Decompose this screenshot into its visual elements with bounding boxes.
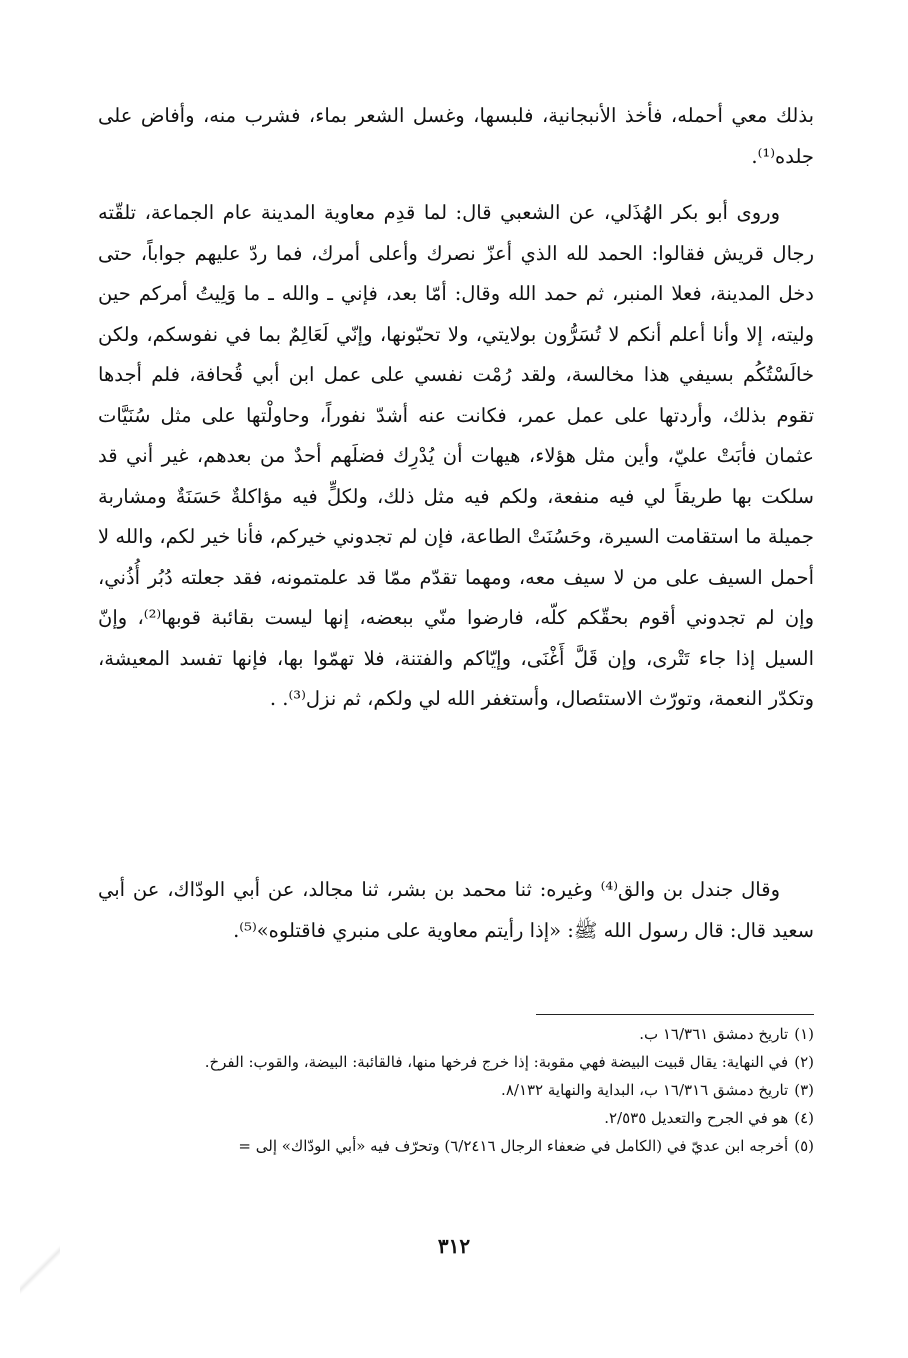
footnote	[98, 1132, 814, 1160]
body-paragraph: وروى أبو بكر الهُذَلي، عن الشعبي قال: لما قدِم معاوية المدينة عام الجماعة، تلقّته رجال قريش فقالوا: الحمد لله الذي أعزّ نصرك وأعلى أمرك، فما ردّ عليهم جواباً، حتى دخل المدينة، فعلا المنبر، ثم حمد الله وقال: أمّا بعد، فإني ـ والله ـ ما وَلِيتُ أمركم حين وليته، إلا وأنا أعلم أنكم لا تُسَرُّون بولايتي، ولا تحبّونها، وإنّي لَعَالِمٌ بما في نفوسكم، ولكن خالَسْتُكُم بسيفي هذا مخالسة، ولقد رُمْت نفسي على عمل ابن أبي قُحافة، فلم أجدها تقوم بذلك، وأردتها على عمل عمر، فكانت عنه أشدّ نفوراً، وحاولْتها على مثل سُنَيَّات عثمان فأبَتْ عليّ، وأين مثل هؤلاء، هيهات أن يُدْرِك فضلَهم أحدٌ من بعدهم، غير أني قد سلكت بها طريقاً لي فيه منفعة، ولكم فيه مثل ذلك، ولكلٍّ فيه مؤاكلةٌ حَسَنَةٌ ومشاربة جميلة ما استقامت السيرة، وحَسُنَتْ الطاعة، فإن لم تجدوني خيركم، فأنا خير لكم، والله لا أحمل السيف على من لا سيف معه، ومهما تقدّم ممّا قد علمتمونه، فقد جعلته دُبُر أُذُني، وإن لم تجدوني أقوم بحقّكم كلّه، فارضوا منّي ببعضه، إنها ليست بقائبة قوبها⁽²⁾، وإنّ السيل إذا جاء تَتْرى، وإن قَلَّ أَغْنَى، وإيّاكم والفتنة، فلا تهمّوا بها، فإنها تفسد المعيشة، وتكدّر النعمة، وتورّث الاستئصال، وأستغفر الله لي ولكم، ثم نزل⁽³⁾. .	[98, 201, 814, 710]
body-paragraph: وقال جندل بن والق⁽⁴⁾ وغيره: ثنا محمد بن بشر، ثنا مجالد، عن أبي الودّاك، عن أبي سعيد قال: قال رسول الله ﷺ: «إذا رأيتم معاوية على منبري فاقتلوه»⁽⁵⁾.	[98, 878, 814, 942]
footnote-text: في النهاية: يقال قبيت البيضة فهي مقوبة: إذا خرج فرخها منها، فالقائبة: البيضة، والقوب: الفرخ.	[204, 1053, 789, 1071]
footnote-number: (٤)	[794, 1109, 814, 1127]
footnote	[98, 1076, 814, 1104]
footnote	[98, 1048, 814, 1076]
body-paragraph: بذلك معي أحمله، فأخذ الأنبجانية، فلبسها، وغسل الشعر بماء، فشرب منه، وأفاض على جلده⁽¹⁾.	[98, 104, 814, 168]
footnote-text: هو في الجرح والتعديل ٢/٥٣٥.	[604, 1109, 789, 1127]
footnote-text: أخرجه ابن عديّ في (الكامل في ضعفاء الرجال ٦/٢٤١٦) وتحرّف فيه «أبي الودّاك» إلى =	[238, 1137, 789, 1155]
footnote	[98, 1104, 814, 1132]
footnotes	[98, 1020, 814, 1160]
scan-edge-mark	[20, 1240, 60, 1300]
footnote-number: (٢)	[794, 1053, 814, 1071]
footnote-text: تاريخ دمشق ١٦/٣١٦ ب، البداية والنهاية ٨/١٣٢.	[501, 1081, 789, 1099]
footnote-number: (٣)	[794, 1081, 814, 1099]
footnote-number: (١)	[794, 1025, 814, 1043]
footnote	[98, 1020, 814, 1048]
footnote-text: تاريخ دمشق ١٦/٣٦١ ب.	[639, 1025, 789, 1043]
page-number: ٣١٢	[437, 1234, 471, 1258]
footnote-separator	[536, 1014, 814, 1015]
footnote-number: (٥)	[794, 1137, 814, 1155]
